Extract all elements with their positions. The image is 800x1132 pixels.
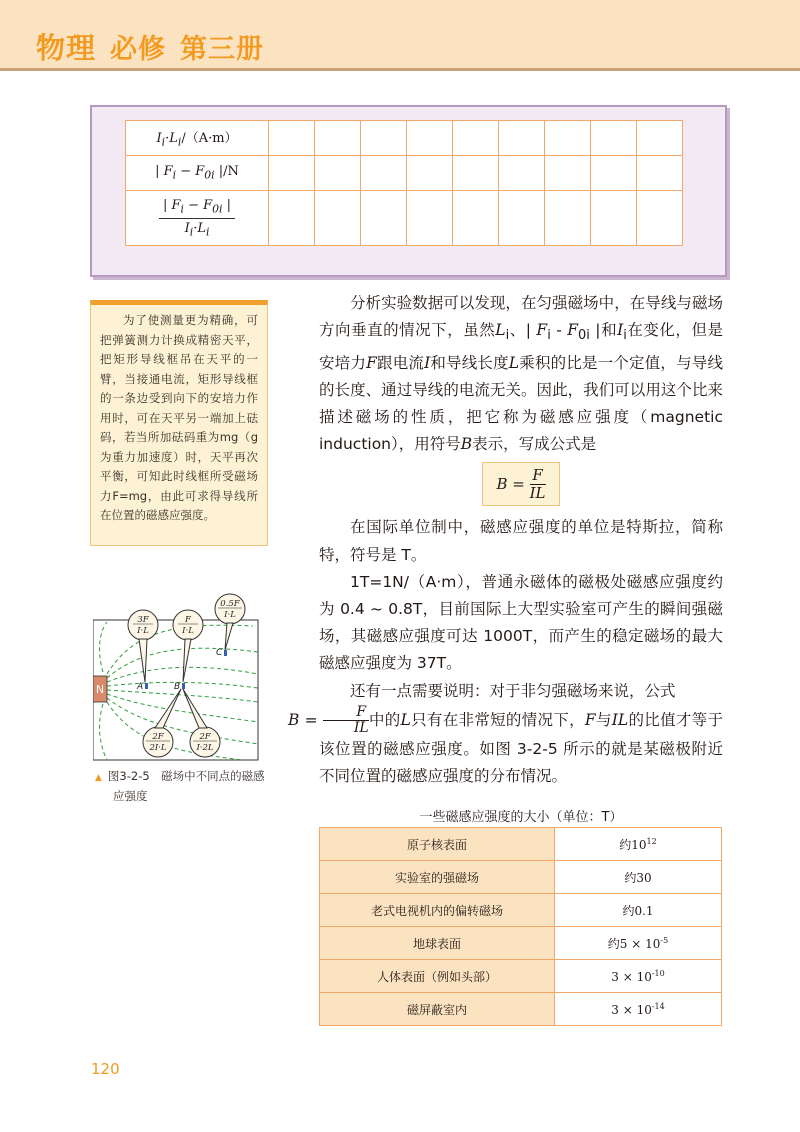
table-row: 人体表面（例如头部） $3 \times 10^{-10}$: [320, 960, 722, 993]
svg-text:C: C: [216, 648, 223, 658]
svg-text:0.5F: 0.5F: [220, 599, 240, 609]
page-number: 120: [91, 1060, 120, 1078]
data-table: [125, 120, 683, 246]
svg-text:B: B: [174, 682, 181, 692]
subject-label: 物理: [36, 31, 97, 65]
table-row: 磁屏蔽室内 $3 \times 10^{-14}$: [320, 993, 722, 1026]
table-row: [126, 191, 683, 246]
side-note: [90, 300, 268, 546]
table-row: 地球表面 约$5 \times 10^{-5}$: [320, 927, 722, 960]
svg-text:2I·L: 2I·L: [149, 743, 167, 753]
svg-text:I·2L: I·2L: [196, 743, 214, 753]
table-row: [126, 121, 683, 156]
figure-caption: ▲ 图3-2-5 磁场中不同点的磁感 应强度: [95, 769, 265, 803]
data-table-box: [90, 105, 727, 277]
table-row: 原子核表面 约$10^{12}$: [320, 828, 722, 861]
svg-text:I·L: I·L: [224, 610, 236, 620]
svg-text:2F: 2F: [152, 732, 164, 742]
north-pole-label: N: [95, 683, 105, 696]
table-row: [126, 156, 683, 191]
paragraph-values: 1T=1N/（A·m），普通永磁体的磁极处磁感应强度约为 0.4 ~ 0.8T，目前国际上大型实验室可产生的瞬间强磁场，其磁感应强度可达 1000T，而产生的稳定磁场的最大磁感应强度为 37T。: [319, 572, 723, 673]
magnitude-table-title: 一些磁感应强度的大小（单位：T）: [419, 810, 623, 825]
row-header-force: | $F_i - F_{0i}$ |/N: [126, 156, 269, 191]
svg-text:2F: 2F: [199, 732, 211, 742]
main-text: [288, 290, 723, 790]
table-row: 老式电视机内的偏转磁场 约0.1: [320, 894, 722, 927]
paragraph-unit: 在国际单位制中，磁感应强度的单位是特斯拉，简称特，符号是 T。: [319, 518, 723, 564]
triangle-icon: ▲: [95, 773, 102, 783]
magnitude-table: [319, 827, 722, 1026]
formula-box: B = $\frac{F}{IL}$: [482, 462, 560, 506]
row-header-il: $I_i\cdot L_i/(A\cdot m)$: [126, 121, 269, 156]
page-header: [0, 0, 800, 71]
svg-text:I·L: I·L: [182, 626, 194, 636]
table-row: 实验室的强磁场 约30: [320, 861, 722, 894]
svg-text:3F: 3F: [137, 615, 149, 625]
volume-label: 第三册: [180, 34, 265, 65]
book-label: 必修: [110, 34, 167, 65]
svg-text:F: F: [185, 615, 191, 625]
svg-text:A: A: [137, 682, 144, 692]
paragraph-nonuniform: 还有一点需要说明：对于非匀强磁场来说，公式 B = $\frac{F}{IL}$ 中的L只有在非常短的情况下，F与IL的比值才等于该位置的磁感应强度。如图 3-2-5 所示的就是某磁极附近不同位置的磁感应强度的分布情况。: [288, 681, 723, 785]
svg-text:I·L: I·L: [137, 626, 149, 636]
paragraph-definition: 分析实验数据可以发现，在匀强磁场中，在导线与磁场方向垂直的情况下，虽然$L_i$、| $F_i - F_{0i}$ |和$I_i$在变化，但是安培力F跟电流I和导线长度L乘积的比是一个定值，与导线的长度、通过导线的电流无关。因此，我们可以用这个比来描述磁场的性质，把它称为磁感应强度（magnetic induction），用符号B表示，写成公式是: [319, 294, 723, 454]
note-text: 为了使测量更为精确，可把弹簧测力计换成精密天平，把矩形导线框吊在天平的一臂，当接通电流，矩形导线框的一条边受到向下的安培力作用时，可在天平另一端加上砝码，若当所加砝码重为mg（g为重力加速度）时，天平再次平衡，可知此时线框所受磁场力F=mg，由此可求得导线所在位置的磁感应强度。: [100, 313, 258, 522]
magnetic-field-figure: [93, 592, 271, 772]
row-header-ratio: $\frac{| F_i - F_{0i} |}{I_i\cdot L_i}$: [126, 191, 269, 246]
book-title: [36, 26, 264, 67]
